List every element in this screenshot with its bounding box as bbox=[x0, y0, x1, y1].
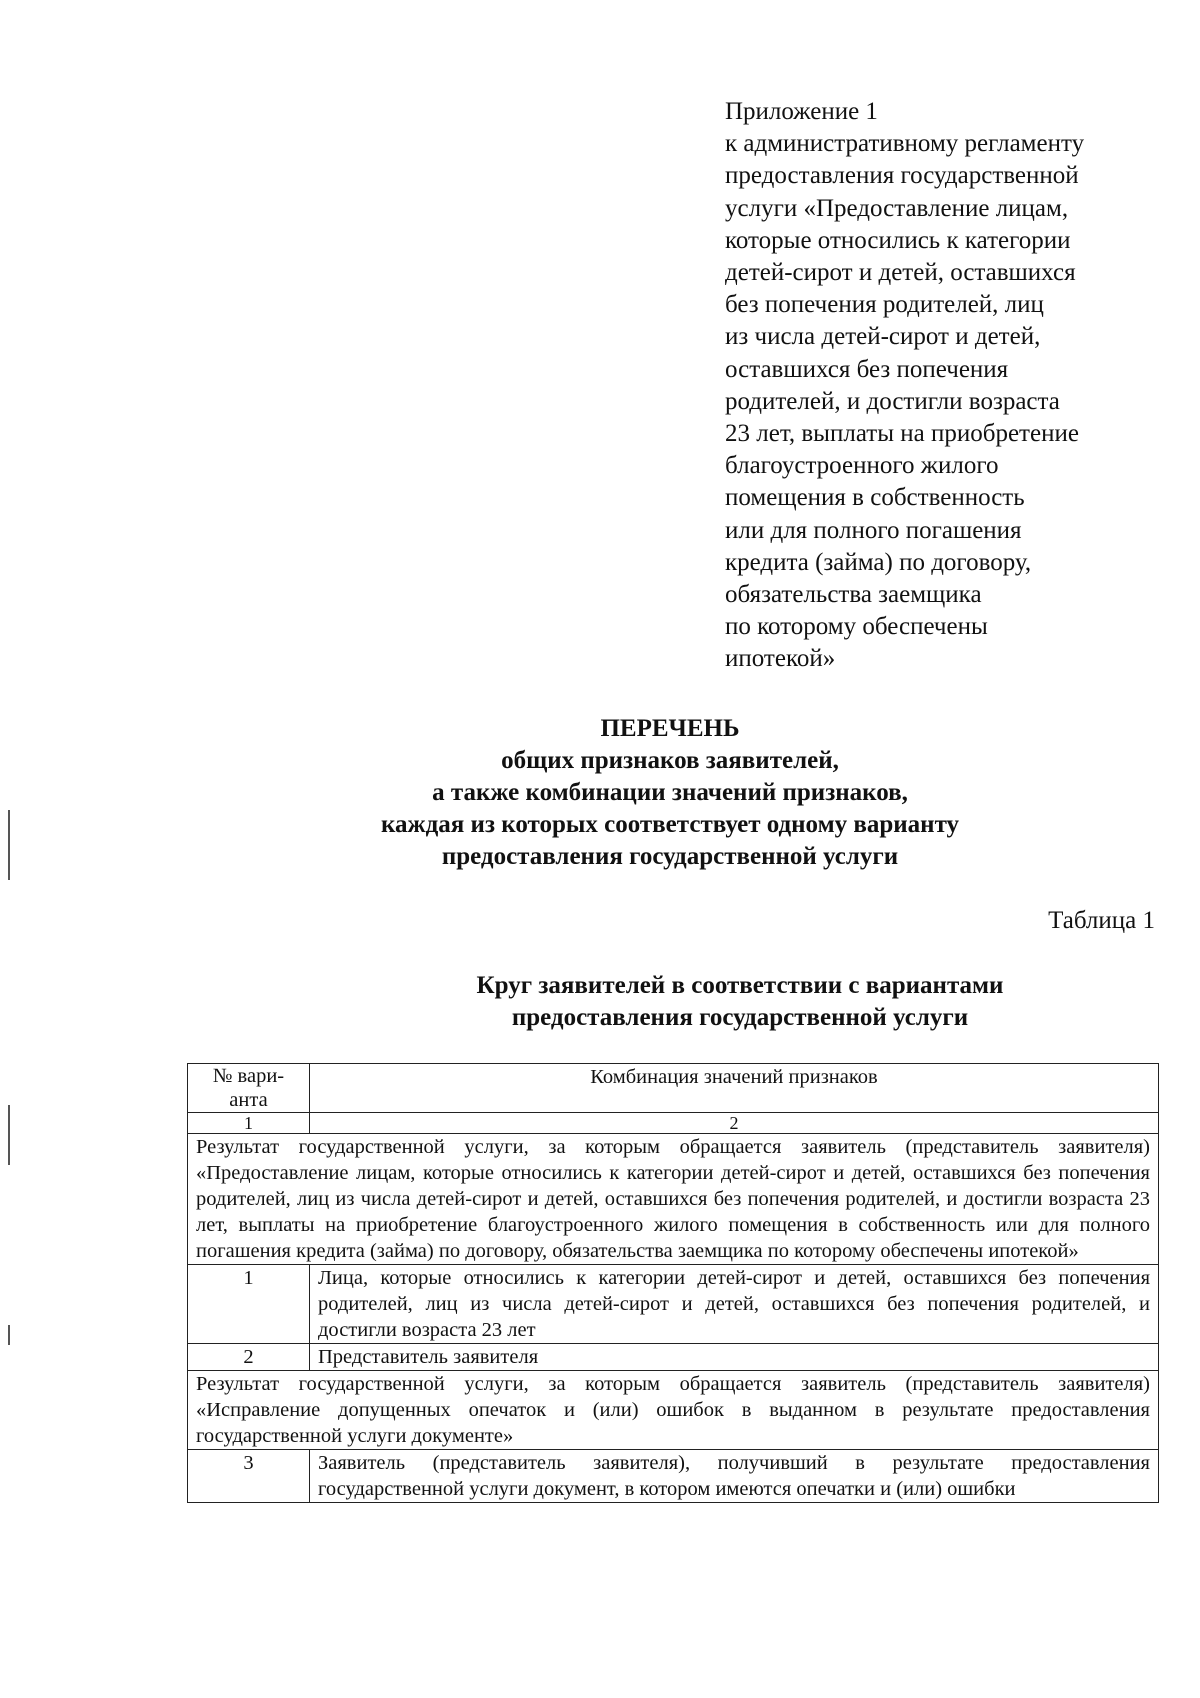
result-row bbox=[188, 1134, 1159, 1265]
table-row bbox=[188, 1265, 1159, 1344]
column-number: 1 bbox=[188, 1113, 310, 1134]
variant-number: 2 bbox=[188, 1344, 310, 1371]
table-label: Таблица 1 bbox=[1048, 907, 1155, 934]
heading-line: предоставления государственной услуги bbox=[441, 843, 899, 870]
heading-line: а также комбинации значений признаков, bbox=[432, 779, 908, 806]
table-title bbox=[300, 970, 1180, 1034]
table-header-row bbox=[188, 1064, 1159, 1113]
header-variant-line: № вари- bbox=[212, 1065, 285, 1087]
appendix-block: Приложение 1 к административному регламенту предоставления государственной услуги «Предоставление лицам, которые относились к категории детей-сирот и детей, оставшихся без попечения родителей, лиц из числа детей-сирот и детей, оставшихся без попечения родителей, и достигли возраста 23 лет, выплаты на приобретение благоустроенного жилого помещения в собственность или для полного погашения кредита (займа) по договору, обязательства заемщика по которому обеспечены ипотекой» bbox=[725, 98, 1085, 673]
variant-description: Лица, которые относились к категории детей-сирот и детей, оставшихся без попечения родителей, лиц из числа детей-сирот и детей, оставшихся без попечения родителей, и достигли возраста 23 лет bbox=[310, 1265, 1159, 1344]
variant-description: Заявитель (представитель заявителя), получивший в результате предоставления государственной услуги документ, в котором имеются опечатки и (или) ошибки bbox=[310, 1450, 1159, 1503]
column-number: 2 bbox=[310, 1113, 1159, 1134]
document-heading bbox=[200, 713, 1140, 873]
variant-number: 1 bbox=[188, 1265, 310, 1344]
heading-line: каждая из которых соответствует одному варианту bbox=[380, 811, 960, 838]
heading-line: ПЕРЕЧЕНЬ bbox=[600, 715, 740, 742]
table-title-line: Круг заявителей в соответствии с вариантами bbox=[476, 972, 1004, 999]
result-description: Результат государственной услуги, за которым обращается заявитель (представитель заявителя) «Предоставление лицам, которые относились к категории детей-сирот и детей, оставшихся без попечения родителей, лиц из числа детей-сирот и детей, оставшихся без попечения родителей, и достигли возраста 23 лет, выплаты на приобретение благоустроенного жилого помещения в собственность или для полного погашения кредита (займа) по договору, обязательства заемщика по которому обеспечены ипотекой» bbox=[188, 1134, 1159, 1265]
variant-description: Представитель заявителя bbox=[310, 1344, 1159, 1371]
result-description: Результат государственной услуги, за которым обращается заявитель (представитель заявителя) «Исправление допущенных опечаток и (или) ошибок в выданном в результате предоставления государственной услуги документе» bbox=[188, 1371, 1159, 1450]
variant-number: 3 bbox=[188, 1450, 310, 1503]
scan-margin-mark bbox=[8, 810, 10, 880]
table-row bbox=[188, 1450, 1159, 1503]
scan-margin-mark bbox=[8, 1105, 10, 1165]
header-combination: Комбинация значений признаков bbox=[310, 1064, 1159, 1113]
heading-line: общих признаков заявителей, bbox=[501, 747, 839, 774]
column-number-row bbox=[188, 1113, 1159, 1134]
table-row bbox=[188, 1344, 1159, 1371]
applicants-table bbox=[187, 1063, 1159, 1503]
header-variant-line: анта bbox=[229, 1089, 268, 1111]
table-title-line: предоставления государственной услуги bbox=[511, 1004, 969, 1031]
result-row bbox=[188, 1371, 1159, 1450]
header-variant-number bbox=[188, 1064, 310, 1113]
scan-margin-mark bbox=[8, 1325, 10, 1345]
